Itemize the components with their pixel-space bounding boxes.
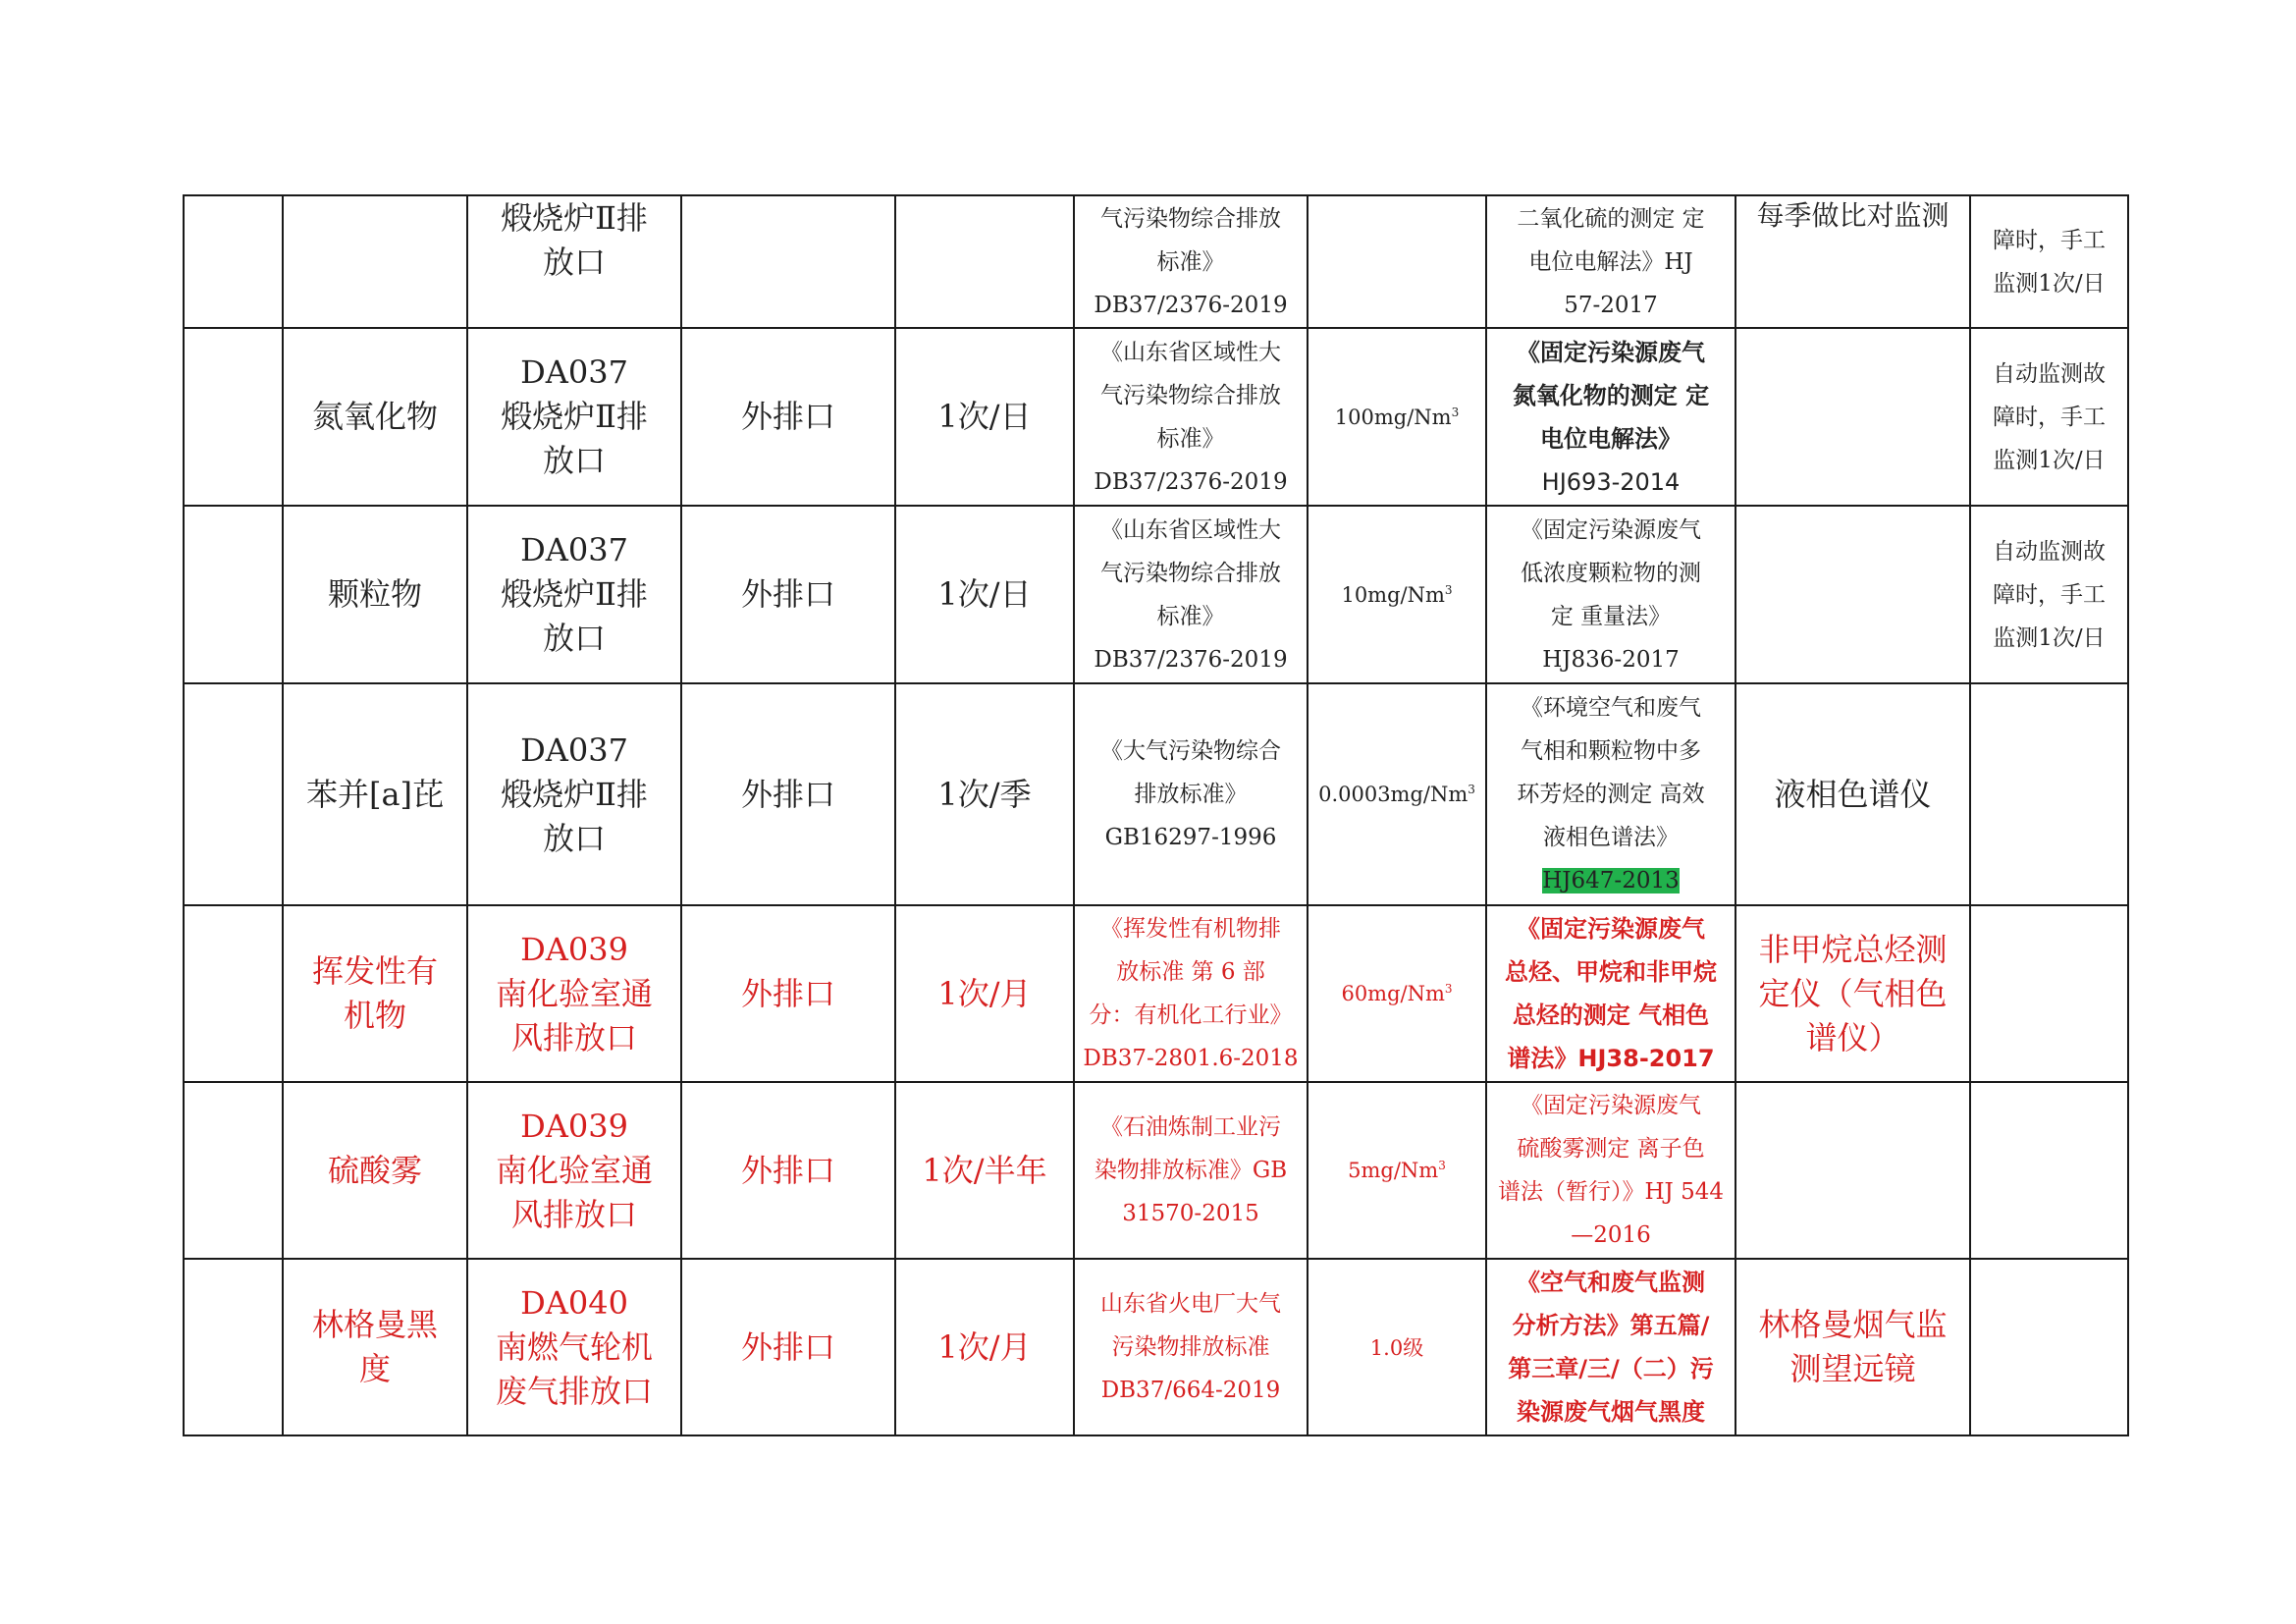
method-cell (1486, 683, 1735, 905)
limit-cell (1308, 1082, 1486, 1259)
method-line: HJ693-2014 (1541, 467, 1681, 496)
method-line: 低浓度颗粒物的测 (1521, 560, 1701, 586)
outlet-type-label: 外排口 (740, 1151, 835, 1189)
standard-line: GB16297-1996 (1104, 825, 1277, 850)
index-cell (184, 1082, 283, 1259)
method-line: 《环境空气和废气 (1521, 695, 1701, 721)
pollutant-line: 挥发性有 (311, 952, 438, 990)
instrument-line: 测望远镜 (1789, 1350, 1916, 1387)
standard-line: 排放标准》 (1134, 782, 1248, 807)
method-line: 气相和颗粒物中多 (1521, 738, 1701, 764)
method-line: 总烃的测定 气相色 (1512, 1001, 1710, 1029)
remark-cell (1970, 1082, 2128, 1259)
outlet-line: DA037 (520, 353, 628, 391)
method-line: —2016 (1571, 1222, 1651, 1248)
method-cell (1486, 905, 1735, 1082)
standard-cell (1074, 1259, 1308, 1435)
standard-line: DB37/2376-2019 (1094, 646, 1288, 673)
instrument-cell (1735, 328, 1970, 506)
pollutant-cell (283, 1082, 467, 1259)
remark-cell (1970, 683, 2128, 905)
method-line: 液相色谱法》 (1543, 825, 1679, 850)
outlet-cell (467, 683, 681, 905)
pollutant-cell (283, 195, 467, 328)
remark-cell (1970, 1259, 2128, 1435)
remark-line: 自动监测故 (1993, 538, 2106, 565)
standard-line: 山东省火电厂大气 (1100, 1291, 1281, 1317)
method-cell (1486, 1082, 1735, 1259)
table-row (184, 905, 2128, 1082)
standard-line: 《石油炼制工业污 (1100, 1114, 1281, 1140)
outlet-line: 放口 (542, 244, 606, 281)
monitoring-table (183, 194, 2129, 1436)
pollutant-cell (283, 683, 467, 905)
table-row (184, 683, 2128, 905)
index-cell (184, 328, 283, 506)
method-line: 谱法》HJ38-2017 (1507, 1045, 1715, 1072)
limit-superscript: 3 (1444, 582, 1453, 597)
standard-cell (1074, 683, 1308, 905)
instrument-line: 林格曼烟气监 (1758, 1306, 1948, 1343)
remark-line: 障时，手工 (1993, 581, 2106, 608)
remark-line: 自动监测故 (1993, 360, 2106, 387)
outlet-type-label: 外排口 (740, 775, 835, 813)
outlet-cell (467, 195, 681, 328)
outlet-line: 放口 (542, 819, 606, 857)
method-line: 电位电解法》HJ (1528, 248, 1693, 275)
method-line: 电位电解法》 (1540, 424, 1682, 453)
outlet-cell (467, 1259, 681, 1435)
limit-superscript: 3 (1444, 982, 1453, 996)
standard-line: DB37/2376-2019 (1094, 292, 1288, 318)
standard-line: 《大气污染物综合 (1100, 738, 1281, 764)
index-cell (184, 1259, 283, 1435)
highlighted-standard-code: HJ647-2013 (1542, 868, 1680, 893)
pollutant-cell (283, 506, 467, 683)
instrument-cell (1735, 506, 1970, 683)
outlet-line: 南化验室通 (495, 974, 653, 1012)
standard-line: 31570-2015 (1122, 1201, 1259, 1226)
table-row (184, 195, 2128, 328)
method-line: 硫酸雾测定 离子色 (1517, 1136, 1705, 1162)
outlet-type-cell (681, 1082, 895, 1259)
limit-value: 5mg/Nm (1348, 1159, 1439, 1182)
outlet-line: 放口 (542, 442, 606, 479)
method-line: 分析方法》第五篇/ (1512, 1312, 1710, 1339)
outlet-type-label: 外排口 (740, 1327, 835, 1366)
remark-cell (1970, 195, 2128, 328)
method-line: 谱法（暂行）》HJ 544 (1498, 1179, 1724, 1205)
limit-cell (1308, 328, 1486, 506)
method-line: HJ836-2017 (1542, 646, 1680, 673)
standard-line: 标准》 (1156, 425, 1225, 452)
limit-cell (1308, 1259, 1486, 1435)
limit-superscript: 3 (1438, 1159, 1446, 1172)
method-line: 第三章/三/（二）污 (1508, 1355, 1714, 1382)
pollutant-cell (283, 905, 467, 1082)
standard-line: 标准》 (1156, 603, 1225, 629)
limit-cell (1308, 905, 1486, 1082)
index-cell (184, 506, 283, 683)
standard-cell (1074, 195, 1308, 328)
instrument-label: 液相色谱仪 (1774, 775, 1932, 813)
frequency-cell (895, 1259, 1074, 1435)
instrument-line: 谱仪） (1805, 1018, 1900, 1056)
method-cell (1486, 1259, 1735, 1435)
limit-cell (1308, 506, 1486, 683)
pollutant-label: 颗粒物 (327, 575, 422, 613)
limit-value: 1.0级 (1369, 1336, 1424, 1360)
frequency-label: 1次/日 (937, 575, 1032, 613)
remark-cell (1970, 506, 2128, 683)
frequency-label: 1次/日 (937, 398, 1032, 435)
outlet-line: 放口 (542, 620, 606, 657)
standard-line: 《山东省区域性大 (1100, 339, 1281, 365)
table-row (184, 1259, 2128, 1435)
outlet-line: 废气排放口 (495, 1372, 653, 1410)
standard-line: DB37-2801.6-2018 (1083, 1046, 1299, 1071)
outlet-line: 风排放口 (510, 1195, 637, 1233)
remark-cell (1970, 905, 2128, 1082)
frequency-cell (895, 1082, 1074, 1259)
outlet-cell (467, 905, 681, 1082)
method-line: 57-2017 (1564, 292, 1658, 318)
method-line: 《固定污染源废气 (1521, 1093, 1701, 1118)
pollutant-line: 度 (358, 1350, 391, 1387)
frequency-cell (895, 195, 1074, 328)
frequency-cell (895, 506, 1074, 683)
method-line: 《固定污染源废气 (1521, 516, 1701, 543)
standard-cell (1074, 1082, 1308, 1259)
method-line: 《固定污染源废气 (1517, 915, 1705, 943)
outlet-line: 煅烧炉Ⅱ排 (501, 199, 648, 237)
outlet-line: 煅烧炉Ⅱ排 (501, 398, 648, 435)
pollutant-line: 机物 (343, 997, 406, 1034)
limit-superscript: 3 (1468, 783, 1475, 796)
limit-cell (1308, 195, 1486, 328)
pollutant-cell (283, 1259, 467, 1435)
outlet-line: 煅烧炉Ⅱ排 (501, 575, 648, 613)
standard-line: 《挥发性有机物排 (1100, 916, 1281, 942)
pollutant-cell (283, 328, 467, 506)
outlet-line: DA037 (520, 531, 628, 568)
pollutant-line: 林格曼黑 (311, 1306, 438, 1343)
pollutant-label: 苯并[a]芘 (305, 775, 445, 813)
outlet-cell (467, 328, 681, 506)
standard-line: 《山东省区域性大 (1100, 516, 1281, 543)
standard-line: 分：有机化工行业》 (1089, 1002, 1293, 1028)
outlet-type-cell (681, 506, 895, 683)
table-row (184, 506, 2128, 683)
index-cell (184, 195, 283, 328)
standard-line: 气污染物综合排放 (1100, 560, 1281, 586)
outlet-line: DA037 (520, 731, 628, 769)
outlet-line: DA040 (520, 1283, 628, 1322)
method-line: 《空气和废气监测 (1517, 1269, 1705, 1296)
remark-line: 监测1次/日 (1993, 624, 2106, 651)
frequency-label: 1次/季 (937, 775, 1032, 813)
standard-line: DB37/664-2019 (1100, 1378, 1281, 1403)
standard-line: 污染物排放标准 (1111, 1334, 1270, 1360)
remark-line: 监测1次/日 (1993, 447, 2106, 473)
standard-line: 染物排放标准》GB (1094, 1158, 1288, 1183)
method-cell (1486, 195, 1735, 328)
standard-line: 标准》 (1156, 248, 1225, 275)
method-line: 二氧化硫的测定 定 (1517, 205, 1705, 232)
limit-superscript: 3 (1451, 405, 1460, 419)
outlet-type-label: 外排口 (740, 575, 835, 613)
table-row (184, 328, 2128, 506)
method-line: 环芳烃的测定 高效 (1517, 782, 1705, 807)
outlet-type-label: 外排口 (740, 398, 835, 435)
method-cell (1486, 506, 1735, 683)
limit-value: 60mg/Nm (1341, 982, 1445, 1005)
instrument-line: 每季做比对监测 (1756, 199, 1949, 232)
outlet-type-cell (681, 905, 895, 1082)
standard-line: 气污染物综合排放 (1100, 382, 1281, 408)
outlet-line: 南燃气轮机 (495, 1327, 653, 1366)
pollutant-label: 硫酸雾 (327, 1151, 422, 1189)
index-cell (184, 905, 283, 1082)
frequency-label: 1次/半年 (922, 1151, 1047, 1189)
outlet-type-cell (681, 683, 895, 905)
standard-line: DB37/2376-2019 (1094, 468, 1288, 495)
instrument-cell (1735, 683, 1970, 905)
instrument-cell (1735, 1082, 1970, 1259)
outlet-type-cell (681, 328, 895, 506)
outlet-line: 煅烧炉Ⅱ排 (501, 775, 648, 813)
frequency-cell (895, 683, 1074, 905)
outlet-line: 南化验室通 (495, 1151, 653, 1189)
remark-cell (1970, 328, 2128, 506)
outlet-type-cell (681, 195, 895, 328)
limit-cell (1308, 683, 1486, 905)
method-line: 定 重量法》 (1550, 603, 1672, 629)
instrument-cell (1735, 1259, 1970, 1435)
frequency-label: 1次/月 (937, 1327, 1032, 1366)
limit-value: 100mg/Nm (1334, 405, 1452, 429)
remark-line: 障时，手工 (1993, 227, 2106, 253)
outlet-line: 风排放口 (510, 1018, 637, 1056)
method-line: 氮氧化物的测定 定 (1512, 381, 1710, 409)
outlet-line: DA039 (520, 1107, 628, 1145)
frequency-cell (895, 328, 1074, 506)
outlet-cell (467, 506, 681, 683)
standard-cell (1074, 328, 1308, 506)
standard-cell (1074, 905, 1308, 1082)
instrument-line: 非甲烷总烃测 (1758, 930, 1948, 968)
frequency-cell (895, 905, 1074, 1082)
table-row (184, 1082, 2128, 1259)
standard-cell (1074, 506, 1308, 683)
method-line (1493, 859, 1729, 902)
limit-value: 10mg/Nm (1341, 582, 1445, 607)
limit-value: 0.0003mg/Nm (1318, 783, 1468, 806)
remark-line: 监测1次/日 (1993, 270, 2106, 297)
instrument-cell (1735, 905, 1970, 1082)
method-cell (1486, 328, 1735, 506)
standard-line: 气污染物综合排放 (1100, 205, 1281, 232)
outlet-type-cell (681, 1259, 895, 1435)
method-line: 《固定污染源废气 (1517, 338, 1705, 366)
frequency-label: 1次/月 (937, 974, 1032, 1012)
instrument-line: 定仪（气相色 (1758, 974, 1948, 1012)
index-cell (184, 683, 283, 905)
remark-line: 障时，手工 (1993, 404, 2106, 430)
instrument-cell (1735, 195, 1970, 328)
method-line: 染源废气烟气黑度 (1517, 1398, 1705, 1426)
outlet-line: DA039 (520, 930, 628, 968)
standard-line: 放标准 第 6 部 (1116, 959, 1265, 985)
pollutant-label: 氮氧化物 (311, 398, 438, 435)
outlet-cell (467, 1082, 681, 1259)
outlet-type-label: 外排口 (740, 974, 835, 1012)
method-line: 总烃、甲烷和非甲烷 (1505, 958, 1717, 986)
